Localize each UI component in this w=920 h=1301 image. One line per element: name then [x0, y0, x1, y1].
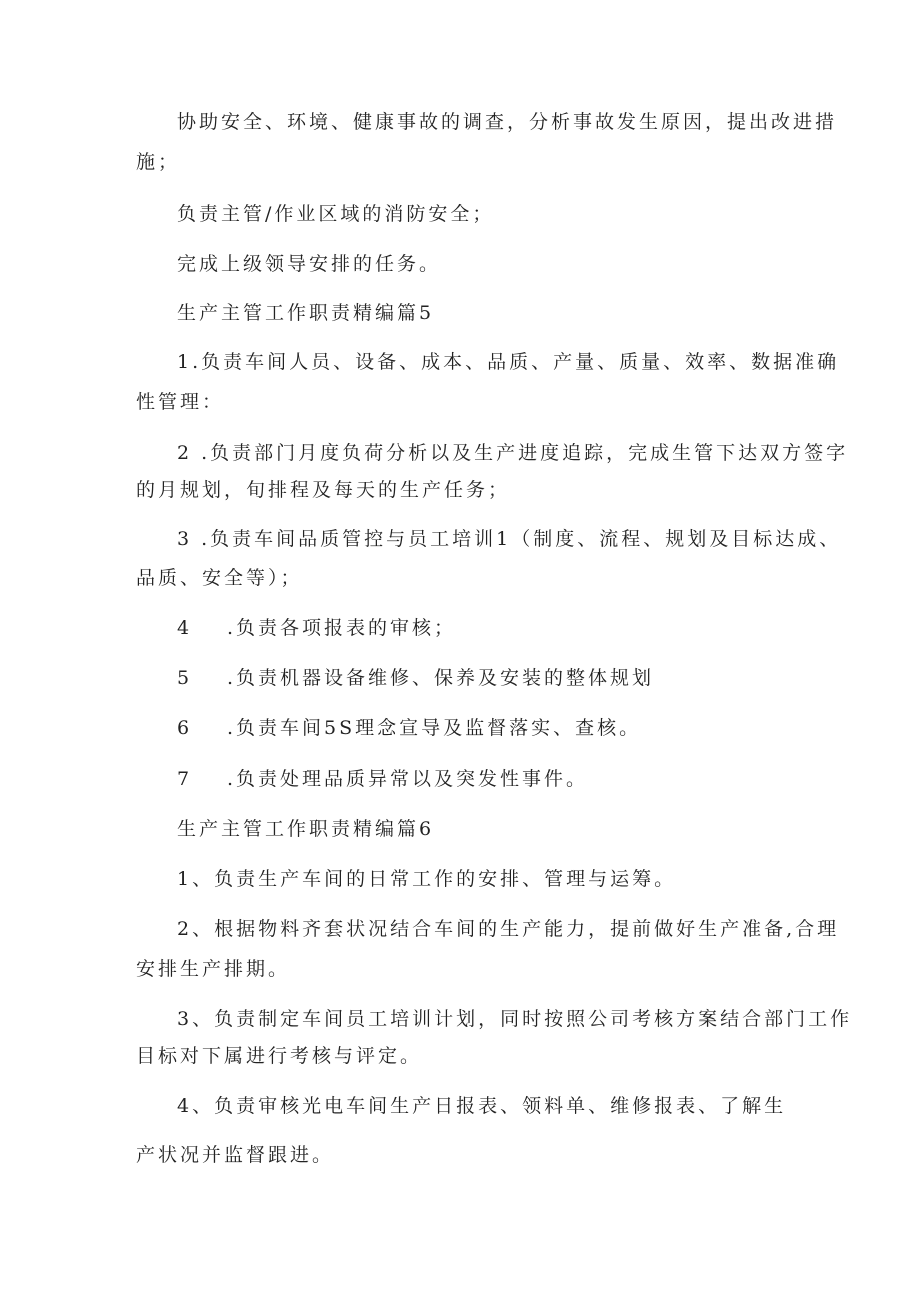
paragraph-line: 性管理：	[136, 391, 225, 413]
paragraph-line: 3、负责制定车间员工培训计划，同时按照公司考核方案结合部门工作	[177, 1008, 853, 1030]
item-text: .负责机器设备维修、保养及安装的整体规划	[227, 667, 655, 689]
item-text: .负责车间5S理念宣导及监督落实、查核。	[227, 717, 642, 739]
paragraph-line: 产状况并监督跟进。	[136, 1144, 335, 1166]
paragraph-line: 1.负责车间人员、设备、成本、品质、产量、质量、效率、数据准确	[177, 351, 840, 373]
item-number: 6	[177, 717, 193, 739]
paragraph-line: 负责主管/作业区域的消防安全；	[177, 203, 495, 225]
item-text: .负责处理品质异常以及突发性事件。	[227, 768, 589, 790]
paragraph-line: 目标对下属进行考核与评定。	[136, 1045, 423, 1067]
section-heading: 生产主管工作职责精编篇6	[177, 818, 435, 840]
section-heading: 生产主管工作职责精编篇5	[177, 302, 435, 324]
numbered-item	[177, 767, 588, 791]
paragraph-line: 1、负责生产车间的日常工作的安排、管理与运筹。	[177, 868, 677, 890]
paragraph-line: 3 .负责车间品质管控与员工培训1（制度、流程、规划及目标达成、	[177, 528, 842, 550]
item-text: .负责各项报表的审核；	[227, 617, 457, 639]
numbered-item	[177, 716, 641, 740]
numbered-item	[177, 666, 654, 690]
paragraph-line: 完成上级领导安排的任务。	[177, 253, 442, 275]
item-number: 5	[177, 667, 193, 689]
paragraph-line: 4、负责审核光电车间生产日报表、领料单、维修报表、了解生	[177, 1095, 787, 1117]
paragraph-line: 安排生产排期。	[136, 958, 291, 980]
item-number: 4	[177, 617, 193, 639]
paragraph-line: 的月规划，旬排程及每天的生产任务；	[136, 479, 511, 501]
item-number: 7	[177, 768, 193, 790]
paragraph-line: 2、根据物料齐套状况结合车间的生产能力，提前做好生产准备,合理	[177, 918, 840, 940]
paragraph-line: 2 .负责部门月度负荷分析以及生产进度追踪，完成生管下达双方签字	[177, 442, 849, 464]
paragraph-line: 品质、安全等）；	[136, 567, 303, 589]
paragraph-line: 施；	[136, 151, 181, 173]
numbered-item	[177, 616, 456, 640]
paragraph-line: 协助安全、环境、健康事故的调查，分析事故发生原因，提出改进措	[177, 111, 838, 133]
